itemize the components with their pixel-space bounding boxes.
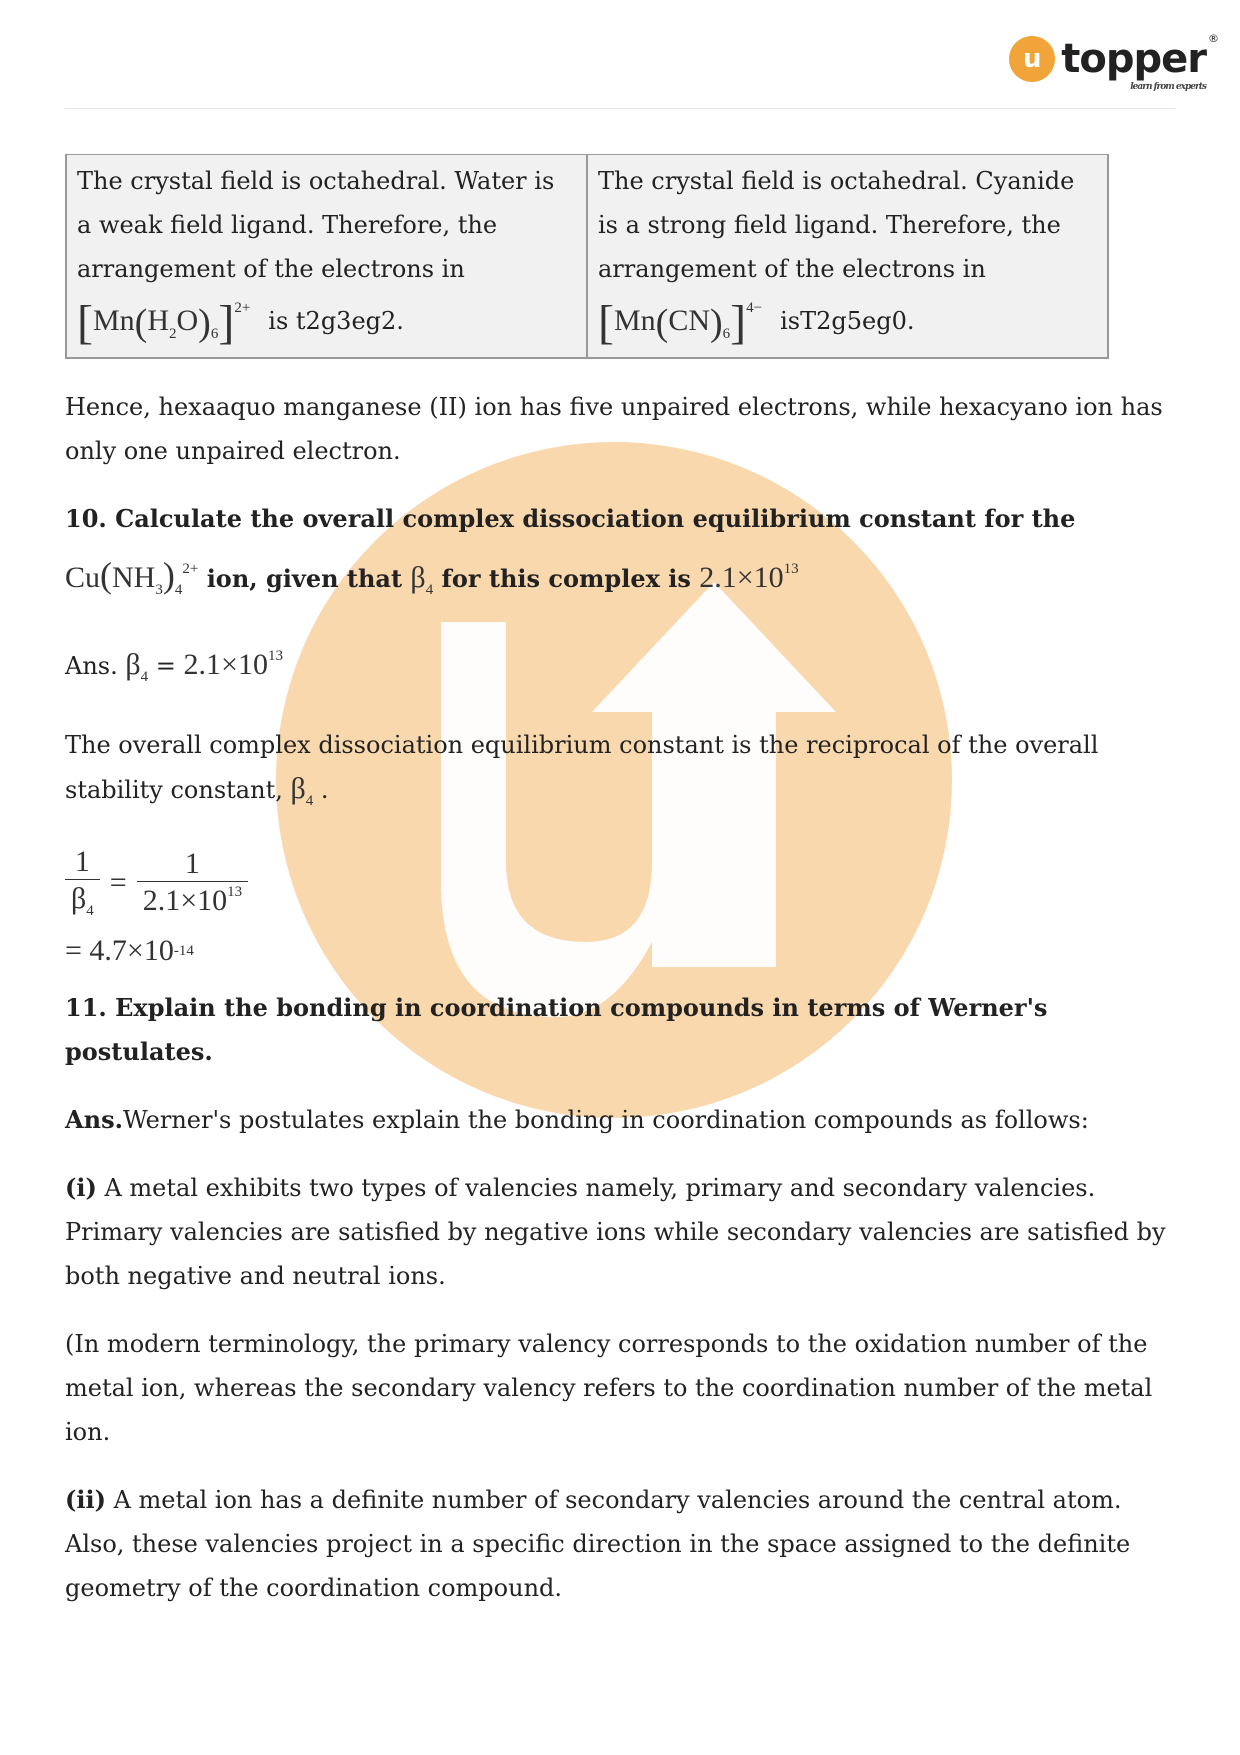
left-cell-text: The crystal field is octahedral. Water is a weak field ligand. Therefore, the arrangement of the electrons in bbox=[77, 167, 555, 283]
logo-mark-icon: u bbox=[1009, 36, 1055, 82]
brand-tagline: learn from experts bbox=[1130, 82, 1206, 92]
fraction-left: $\frac{1}{\beta_4}$ bbox=[65, 845, 100, 920]
registered-mark: ® bbox=[1208, 32, 1218, 45]
hence-paragraph: Hence, hexaaquo manganese (II) ion has five unpaired electrons, while hexacyano ion has only one unpaired electron. bbox=[65, 393, 1163, 465]
beta4-answer-value: $2.1\times 10^{13}$ bbox=[183, 648, 283, 681]
answer-label: Ans. bbox=[65, 1105, 123, 1134]
q10-answer-line: Ans. $\beta_4 = 2.1\times 10^{13}$ bbox=[65, 648, 283, 685]
beta4-symbol: $\beta_4$ bbox=[410, 561, 434, 598]
header-divider bbox=[65, 108, 1175, 109]
fraction-right: $\frac{1}{2.1\times 10^{13}}$ bbox=[137, 847, 248, 918]
beta4-value: $2.1\times 10^{13}$ bbox=[699, 561, 799, 594]
brand-name: topper bbox=[1061, 36, 1206, 82]
cu-nh3-complex-formula: $Cu(NH_3)_4^{2+}$ bbox=[65, 555, 199, 598]
q11-answer-intro: Ans.Werner's postulates explain the bonding in coordination compounds as follows: bbox=[65, 1105, 1089, 1134]
left-cell-configuration: is t2g3eg2. bbox=[268, 307, 404, 335]
postulate-i: (i) A metal exhibits two types of valencies namely, primary and secondary valencies. Primary valencies are satisfied by negative ions while secondary valencies are satisfied by both negative and neutral ions. bbox=[65, 1173, 1166, 1290]
reciprocal-equation: $\frac{1}{\beta_4}$ = $\frac{1}{2.1\times 10^{13}}$ bbox=[65, 845, 1175, 920]
postulate-ii: (ii) A metal ion has a definite number of secondary valencies around the central atom. Also, these valencies project in a specific direction in the space assigned to the definite geometry of the coordination compound. bbox=[65, 1485, 1131, 1602]
modern-terminology-note: (In modern terminology, the primary valency corresponds to the oxidation number of the metal ion, whereas the secondary valency refers to the coordination number of the metal ion. bbox=[65, 1330, 1153, 1446]
page-content bbox=[65, 154, 1175, 1610]
q10-ion-given-that: ion, given that bbox=[206, 564, 403, 593]
question-11-title: 11. Explain the bonding in coordination compounds in terms of Werner's postulates. bbox=[65, 993, 1048, 1066]
q10-for-this-complex: for this complex is bbox=[441, 564, 691, 593]
mn-cn-complex-formula: $[Mn(CN)_6]^{4-}$ bbox=[598, 296, 763, 350]
right-cell-configuration: isT2g5eg0. bbox=[780, 307, 915, 335]
dissociation-result: = 4.7×10 -14 bbox=[65, 934, 194, 967]
table-row bbox=[66, 155, 1108, 359]
right-cell-text: The crystal field is octahedral. Cyanide is a strong field ligand. Therefore, the arrangement of the electrons in bbox=[598, 167, 1075, 283]
q10-explanation: The overall complex dissociation equilibrium constant is the reciprocal of the overall stability constant, $\beta_4$ . bbox=[65, 731, 1099, 809]
table-cell-left bbox=[66, 155, 587, 359]
comparison-table bbox=[65, 154, 1109, 359]
question-10-title: 10. Calculate the overall complex dissociation equilibrium constant for the bbox=[65, 504, 1076, 533]
mn-h2o-complex-formula: $[Mn(H_2O)_6]^{2+}$ bbox=[77, 296, 251, 350]
answer-label: Ans. bbox=[65, 652, 118, 680]
topper-logo[interactable] bbox=[1009, 32, 1218, 92]
table-cell-right bbox=[587, 155, 1108, 359]
